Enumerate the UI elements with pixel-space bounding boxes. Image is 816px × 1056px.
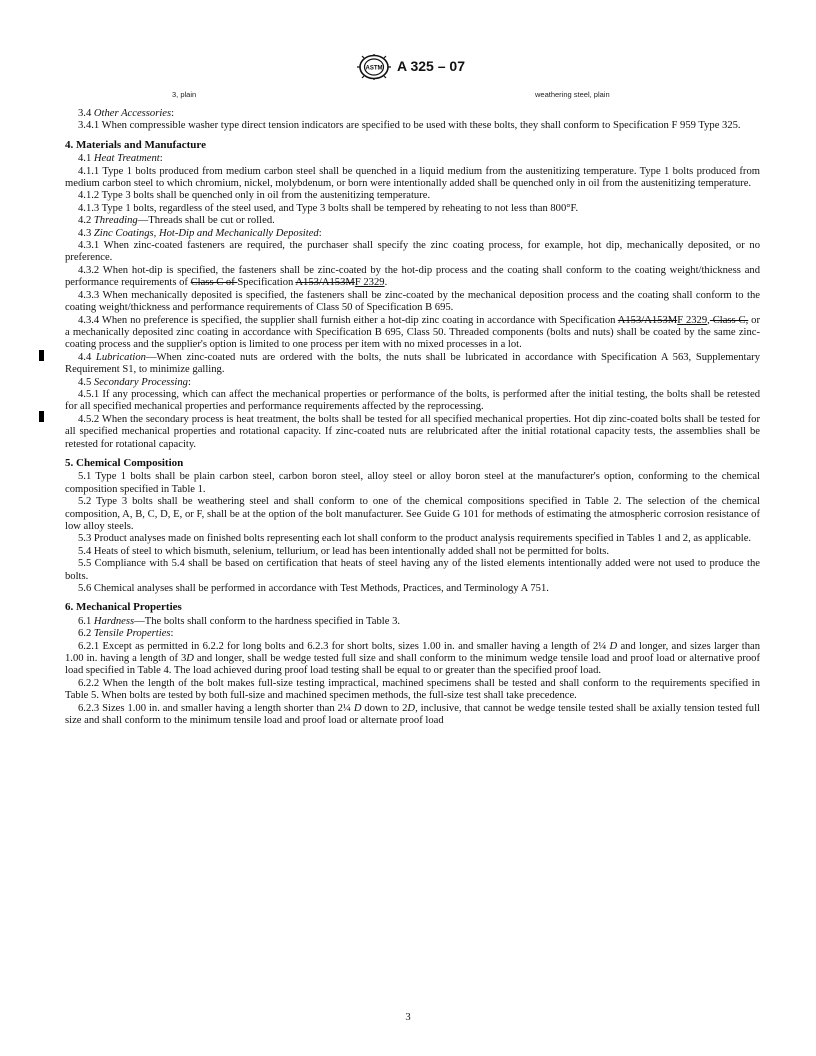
paragraph-4-3: 4.3 Zinc Coatings, Hot-Dip and Mechanically Deposited: [78,227,322,239]
paragraph-3-4-1: 3.4.1 When compressible washer type direct tension indicators are specified to be used with these bolts, they shall conform to Specification F 959 Type 325. [78,120,741,132]
paragraph-4-2: 4.2 Threading—Threads shall be cut or rolled. [78,215,275,227]
table-fragment-left: 3, plain [172,90,197,99]
paragraph-4-5-1: 4.5.1 If any processing, which can affect the mechanical properties or performance of the bolts, is performed after the initial testing, the bolts shall be retested for all specified mechanical properties and performance requirements affected by the reprocessing. [65,388,760,413]
svg-text:ASTM: ASTM [365,65,383,72]
revision-change-bar [39,411,44,422]
paragraph-4-3-4: 4.3.4 When no preference is specified, the supplier shall furnish either a hot-dip zinc coating in accordance with Specification A153/A153MF 2329, Class C, or a mechanically deposited zinc coating in accordance with Specification B 695, Class 50. Threaded components (bolts and nuts) shall be coated by the same zinc-coating process and the supplier's option is limited to one process per item with no mixed processes in a lot. [65,314,760,351]
paragraph-6-2: 6.2 Tensile Properties: [78,628,174,640]
paragraph-4-1: 4.1 Heat Treatment: [78,153,163,165]
paragraph-4-4: 4.4 Lubrication—When zinc-coated nuts are ordered with the bolts, the nuts shall be lubricated in accordance with Specification A 563, Supplementary Requirement S1, to minimize galling. [65,351,760,376]
deleted-text: A153/A153M [617,314,678,326]
section-heading-6: 6. Mechanical Properties [65,601,182,614]
deleted-text: Class C of [190,277,238,289]
paragraph-6-2-2: 6.2.2 When the length of the bolt makes full-size testing impractical, machined specimens shall be tested and shall conform to the requirements specified in Table 5. When bolts are tested by both full-size and machined specimen methods, the full-size test shall take precedence. [65,677,760,702]
paragraph-4-1-3: 4.1.3 Type 1 bolts, regardless of the steel used, and Type 3 bolts shall be tempered by reheating to not less than 800°F. [78,202,579,214]
paragraph-3-4: 3.4 Other Accessories: [78,108,175,119]
paragraph-4-3-3: 4.3.3 When mechanically deposited is specified, the fasteners shall be zinc-coated by the mechanical deposition process and the coating shall conform to the coating weight/thickness and performance requirements of Class 50 of Specification B 695. [65,289,760,314]
section-heading-5: 5. Chemical Composition [65,456,184,469]
paragraph-4-5: 4.5 Secondary Processing: [78,376,191,388]
astm-logo-icon [356,54,392,80]
inserted-text: F 2329 [354,277,385,289]
paragraph-5-5: 5.5 Compliance with 5.4 shall be based on certification that heats of steel having any of the listed elements intentionally added were not used to produce the bolts. [65,558,760,582]
paragraph-4-5-2: 4.5.2 When the secondary process is heat treatment, the bolts shall be tested for all specified mechanical properties. Hot dip zinc-coated bolts shall be tested for all specified mechanical properties and rotational capacity. If zinc-coated nuts are relubricated after the initial rotational capacity tests, the assemblies shall be retested for rotational capacity. [65,413,760,450]
document-body [65,108,760,728]
page-header [0,54,816,82]
paragraph-4-3-1: 4.3.1 When zinc-coated fasteners are required, the purchaser shall specify the zinc coating process, for example, hot dip, mechanically deposited, or no preference. [65,240,760,264]
paragraph-5-2: 5.2 Type 3 bolts shall be weathering steel and shall conform to one of the chemical compositions specified in Table 2. The selection of the chemical composition, A, B, C, D, E, or F, shall be at the option of the bolt manufacturer. See Guide G 101 for methods of estimating the atmospheric corrosion resistance of low alloy steels. [65,496,760,532]
paragraph-5-4: 5.4 Heats of steel to which bismuth, selenium, tellurium, or lead has been intentionally added shall not be permitted for bolts. [78,545,610,557]
table-fragment-right: weathering steel, plain [535,90,610,99]
revision-change-bar [39,350,44,361]
inserted-text: F 2329 [677,314,708,326]
page-number: 3 [405,1012,411,1023]
paragraph-5-1: 5.1 Type 1 bolts shall be plain carbon steel, carbon boron steel, alloy steel or alloy boron steel at the manufacturer's option, conforming to the chemical composition specified in Table 1. [65,471,760,495]
paragraph-4-3-2: 4.3.2 When hot-dip is specified, the fasteners shall be zinc-coated by the hot-dip process and the coating shall conform to the coating weight/thickness and performance requirements of Class C of Specification A153/A153MF 2329. [65,264,760,289]
paragraph-4-1-1: 4.1.1 Type 1 bolts produced from medium carbon steel shall be quenched in a liquid medium from the austenitizing temperature. Type 1 bolts produced from medium carbon steel to which chromium, nickel, molybdenum, or born were intentionally added shall be quenched only in oil from the austenitizing temperature. [65,165,760,190]
deleted-text: Class C, [709,314,749,326]
paragraph-4-1-2: 4.1.2 Type 3 bolts shall be quenched only in oil from the austenitizing temperature. [78,190,431,202]
standard-designation: A 325 – 07 [397,58,465,74]
paragraph-6-2-1: 6.2.1 Except as permitted in 6.2.2 for long bolts and 6.2.3 for short bolts, sizes 1.00 in. and smaller having a length of 2¼ D and longer, and sizes larger than 1.00 in. having a length of 3D and longer, shall be wedge tested full size and shall conform to the minimum wedge tensile load and proof load or alternative proof load specified in Table 4. The load achieved during proof load testing shall be equal to or greater than the specified proof load. [65,640,760,677]
paragraph-5-3: 5.3 Product analyses made on finished bolts representing each lot shall conform to the product analysis requirements specified in Tables 1 and 2, as applicable. [78,533,752,545]
paragraph-6-1: 6.1 Hardness—The bolts shall conform to the hardness specified in Table 3. [78,615,401,627]
paragraph-6-2-3: 6.2.3 Sizes 1.00 in. and smaller having a length shorter than 2¼ D down to 2D, inclusive, that cannot be wedge tensile tested shall be axially tension tested full size and shall conform to the minimum tensile load and proof load or alternate proof load [65,702,760,727]
deleted-text: A153/A153M [295,277,355,289]
section-heading-4: 4. Materials and Manufacture [65,138,206,151]
paragraph-5-6: 5.6 Chemical analyses shall be performed in accordance with Test Methods, Practices, and Terminology A 751. [78,583,549,595]
